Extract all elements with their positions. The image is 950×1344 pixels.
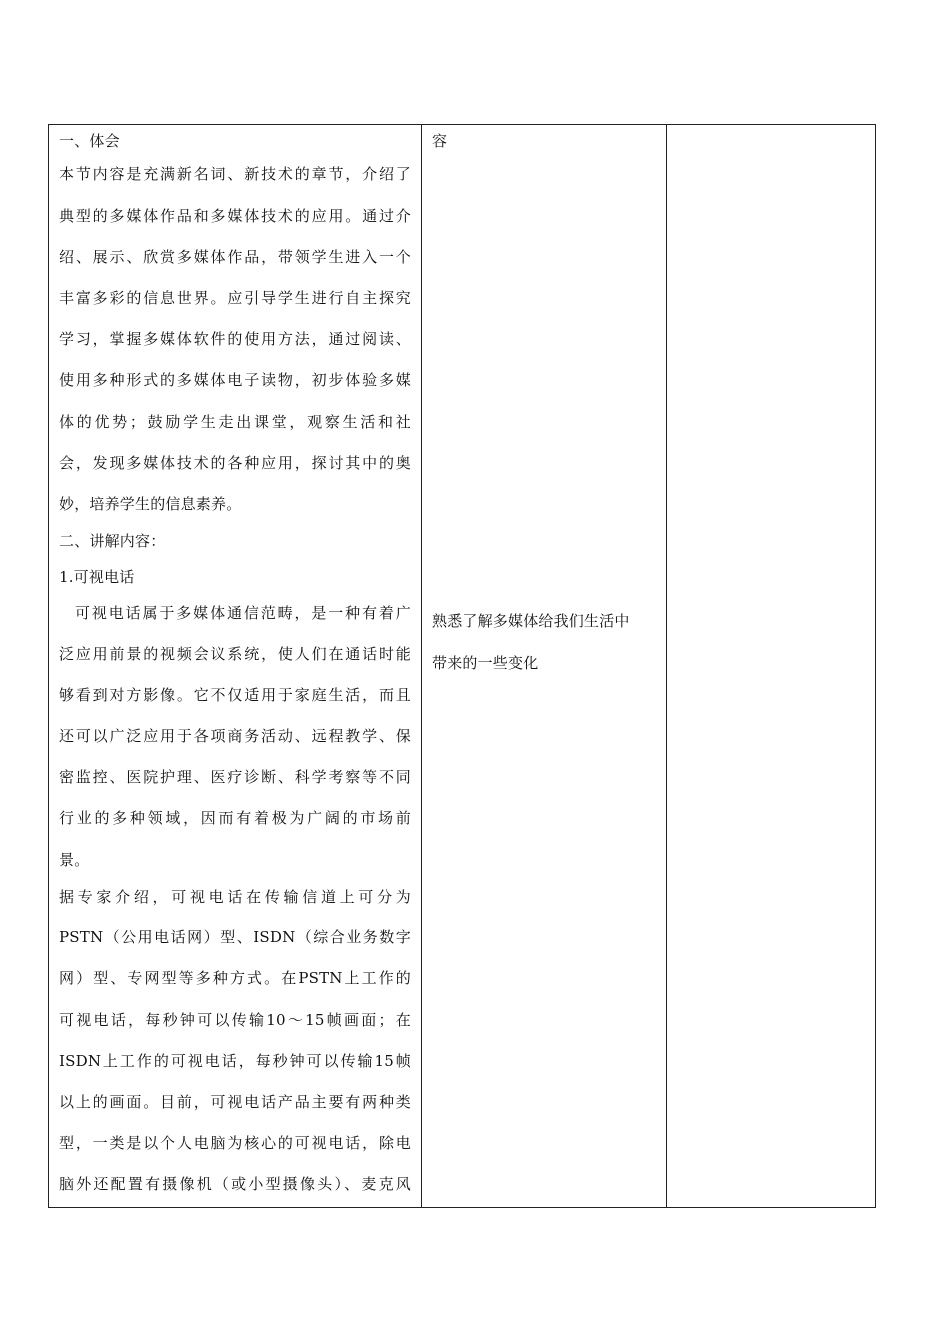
content-line: 以上的画面。目前，可视电话产品主要有两种类: [59, 1093, 411, 1111]
content-line: 网）型、专网型等多种方式。在PSTN上工作的: [59, 969, 411, 987]
content-line: 体的优势；鼓励学生走出课堂，观察生活和社: [59, 413, 411, 431]
teaching-notes-column: [422, 125, 667, 1207]
content-line: 丰富多彩的信息世界。应引导学生进行自主探究: [59, 289, 411, 307]
content-line: 景。: [59, 851, 90, 869]
content-line: 可视电话，每秒钟可以传输10～15帧画面；在: [59, 1011, 411, 1029]
content-line: 型，一类是以个人电脑为核心的可视电话，除电: [59, 1134, 411, 1152]
notes-top-text: 容: [432, 132, 448, 150]
lesson-table: [48, 124, 876, 1208]
content-line: 够看到对方影像。它不仅适用于家庭生活，而且: [59, 686, 411, 704]
content-line: 使用多种形式的多媒体电子读物，初步体验多媒: [59, 371, 411, 389]
content-line: ISDN上工作的可视电话，每秒钟可以传输15帧: [59, 1052, 411, 1070]
content-line: 会，发现多媒体技术的各种应用，探讨其中的奥: [59, 454, 411, 472]
section-heading-explanation: 二、讲解内容：: [59, 532, 166, 550]
empty-remarks-column: [667, 125, 875, 1207]
subsection-heading-videophone: 1.可视电话: [59, 568, 135, 586]
content-line: 妙，培养学生的信息素养。: [59, 495, 242, 513]
content-line: 行业的多种领域，因而有着极为广阔的市场前: [59, 809, 411, 827]
content-line: 可视电话属于多媒体通信范畴，是一种有着广: [75, 604, 411, 622]
content-line: 典型的多媒体作品和多媒体技术的应用。通过介: [59, 207, 411, 225]
content-line: PSTN（公用电话网）型、ISDN（综合业务数字: [59, 928, 411, 946]
content-line: 绍、展示、欣赏多媒体作品，带领学生进入一个: [59, 248, 411, 266]
content-line: 密监控、医院护理、医疗诊断、科学考察等不同: [59, 768, 411, 786]
lesson-content-column: [49, 125, 422, 1207]
content-line: 学习，掌握多媒体软件的使用方法，通过阅读、: [59, 330, 411, 348]
content-line: 还可以广泛应用于各项商务活动、远程教学、保: [59, 727, 411, 745]
content-line: 泛应用前景的视频会议系统，使人们在通话时能: [59, 645, 411, 663]
content-line: 据专家介绍，可视电话在传输信道上可分为: [59, 888, 411, 906]
section-heading-experience: 一、体会: [59, 132, 120, 150]
content-line: 脑外还配置有摄像机（或小型摄像头）、麦克风: [59, 1175, 411, 1193]
notes-line: 熟悉了解多媒体给我们生活中: [432, 612, 630, 630]
content-line: 本节内容是充满新名词、新技术的章节，介绍了: [59, 165, 411, 183]
notes-line: 带来的一些变化: [432, 654, 539, 672]
